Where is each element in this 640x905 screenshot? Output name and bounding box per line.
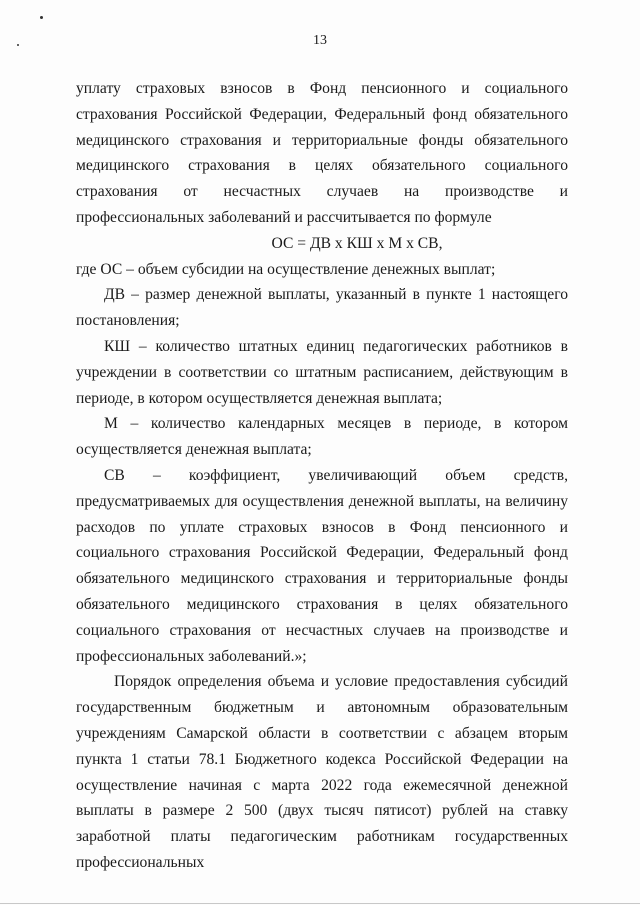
paragraph-procedure: Порядок определения объема и условие предоставления субсидий государственным бюджетным и автономным образовательным учреждениям Самарской области в соответствии с абзацем вторым пункта 1 статьи 78.1 Бюджетного кодекса Российской Федерации на осуществление начиная с марта 2022 года ежемесячной денежной выплаты в размере 2 500 (двух тысяч пятисот) рублей на ставку заработной платы педагогическим работникам государственных профессиональных [76,673,568,871]
formula: ОС = ДВ х КШ х М х СВ, [271,234,443,252]
scan-bottom-edge [0,903,640,904]
paragraph-dv-definition: ДВ – размер денежной выплаты, указанный в пункте 1 настоящего постановления; [76,286,568,330]
paragraph-os-definition: где ОС – объем субсидии на осуществление денежных выплат; [76,260,496,278]
document-body [76,76,568,876]
scan-speck [40,16,43,19]
page-number: 13 [313,33,327,48]
paragraph-continuation: уплату страховых взносов в Фонд пенсионного и социального страхования Российской Федерации, Федеральный фонд обязательного медицинского страхования и территориальные фонды обязательного медицинского страхования в целях обязательного социального страхования от несчастных случаев на производстве и профессиональных заболеваний и рассчитывается по формуле [76,80,568,226]
paragraph-sv-definition: СВ – коэффициент, увеличивающий объем средств, предусматриваемых для осуществления денежной выплаты, на величину расходов по уплате страховых взносов в Фонд пенсионного и социального страхования Российской Федерации, Федеральный фонд обязательного медицинского страхования и территориальные фонды обязательного медицинского страхования в целях обязательного социального страхования от несчастных случаев на производстве и профессиональных заболеваний.»; [76,466,568,665]
paragraph-ksh-definition: КШ – количество штатных единиц педагогических работников в учреждении в соответствии со штатным расписанием, действующим в периоде, в котором осуществляется денежная выплата; [76,337,568,407]
paragraph-m-definition: М – количество календарных месяцев в периоде, в котором осуществляется денежная выплата; [76,415,568,459]
